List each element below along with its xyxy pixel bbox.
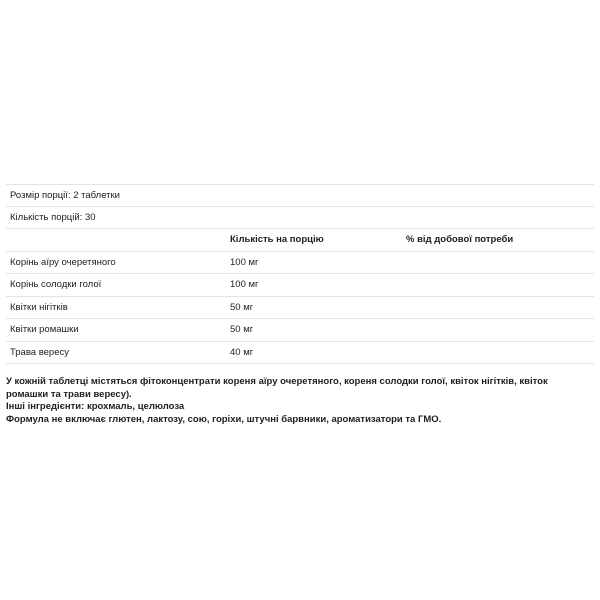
- ingredient-amount: 100 мг: [230, 256, 259, 268]
- ingredient-amount: 50 мг: [230, 324, 254, 335]
- ingredient-name: Квітки нігітків: [10, 301, 68, 313]
- table-row: [6, 342, 594, 365]
- supplement-facts-panel: [6, 184, 594, 426]
- ingredient-amount: 40 мг: [230, 346, 254, 358]
- ingredient-name: Квітки ромашки: [10, 324, 79, 335]
- ingredient-name: Корінь солодки голої: [10, 279, 102, 290]
- serving-size-text: Розмір порції: 2 таблетки: [10, 189, 120, 201]
- ingredient-amount: 100 мг: [230, 279, 259, 290]
- table-row: [6, 274, 594, 297]
- ingredient-notes: [6, 376, 594, 426]
- formula-exclusions-line: Формула не включає глютен, лактозу, сою, горіхи, штучні барвники, ароматизатори та ГМО.: [6, 413, 442, 425]
- table-row: [6, 297, 594, 320]
- ingredient-amount: 50 мг: [230, 301, 254, 313]
- notes-line: У кожній таблетці містяться фітоконцентрати кореня аїру очеретяного, кореня солодки голої, квіток нігітків, квіток: [6, 376, 548, 387]
- notes-line: ромашки та трави вересу).: [6, 388, 132, 400]
- table-header-row: [6, 229, 594, 252]
- header-daily-value: % від добової потреби: [406, 234, 514, 245]
- table-row: [6, 319, 594, 342]
- ingredient-name: Корінь аїру очеретяного: [10, 256, 116, 268]
- servings-per-container-text: Кількість порцій: 30: [10, 211, 96, 223]
- header-amount-per-serving: Кількість на порцію: [230, 234, 324, 245]
- serving-size-row: [6, 184, 594, 207]
- servings-per-container-row: [6, 207, 594, 229]
- table-row: [6, 252, 594, 275]
- ingredient-name: Трава вересу: [10, 346, 69, 358]
- other-ingredients-line: Інші інгредієнти: крохмаль, целюлоза: [6, 401, 185, 412]
